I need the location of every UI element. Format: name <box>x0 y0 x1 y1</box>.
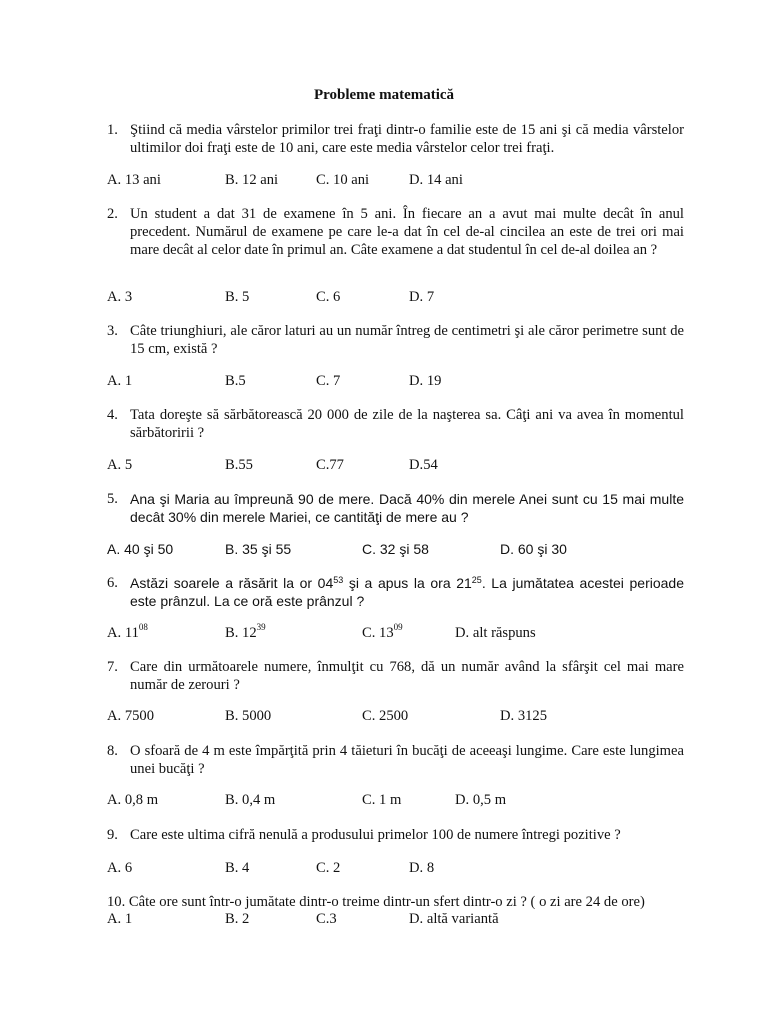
option-a: A. 3 <box>107 289 133 305</box>
question-text: 10. Câte ore sunt într-o jumătate dintr-o treime dintr-un sfert dintr-o zi ? ( o zi are 24 de ore) <box>107 894 645 910</box>
question-text: Câte triunghiuri, ale căror laturi au un număr întreg de centimetri şi ale căror perimetre sunt de 15 cm, există ? <box>130 323 684 357</box>
question-number: 6. <box>107 575 118 591</box>
option-c: C. 2500 <box>362 708 409 724</box>
options-8 <box>0 792 768 810</box>
option-b: B. 12 ani <box>225 172 279 188</box>
options-7 <box>0 708 768 726</box>
question-1 <box>107 121 684 157</box>
question-3 <box>107 322 684 358</box>
page-title: Probleme matematică <box>313 87 455 103</box>
question-number: 4. <box>107 407 118 423</box>
question-number: 10. <box>107 894 126 910</box>
option-d: D.54 <box>409 457 438 473</box>
question-6 <box>107 574 684 610</box>
question-4 <box>107 406 684 442</box>
option-a: A. 5 <box>107 457 133 473</box>
option-d: D. 0,5 m <box>455 792 507 808</box>
options-9 <box>0 860 768 878</box>
question-number: 8. <box>107 743 118 759</box>
option-b: B. 35 şi 55 <box>225 541 292 557</box>
option-b: B. 4 <box>225 860 250 876</box>
question-5 <box>107 490 684 526</box>
option-a: A. 7500 <box>107 708 155 724</box>
option-c: C. 1 m <box>362 792 402 808</box>
question-text: Care din următoarele numere, înmulţit cu 768, dă un număr având la sfârşit cel mai mare număr de zerouri ? <box>130 659 684 693</box>
option-b: B. 5000 <box>225 708 272 724</box>
option-d: D. 60 şi 30 <box>500 541 567 557</box>
question-text: Ana şi Maria au împreună 90 de mere. Dacă 40% din merele Anei sunt cu 15 mai multe decât 30% din merele Mariei, ce cantităţi de mere au ? <box>130 491 684 525</box>
question-number: 5. <box>107 491 118 507</box>
question-text: Astăzi soarele a răsărit la or $04^{53}$ şi a apus la ora $21^{25}$. La jumătatea acestei perioade este prânzul. La ce oră este prânzul ? <box>130 575 684 609</box>
question-7 <box>107 658 684 694</box>
question-text: Care este ultima cifră nenulă a produsului primelor 100 de numere întregi pozitive ? <box>130 827 621 843</box>
question-text: Ştiind că media vârstelor primilor trei fraţi dintr-o familie este de 15 ani şi că media vârstelor ultimilor doi fraţi este de 10 ani, care este media vârstelor celor trei fraţi. <box>130 122 684 156</box>
option-a: A. 6 <box>107 860 133 876</box>
option-d: D. 8 <box>409 860 435 876</box>
question-10 <box>107 893 707 911</box>
option-a: A. 1 <box>107 911 133 927</box>
question-number: 7. <box>107 659 118 675</box>
option-a: A. 40 şi 50 <box>107 541 174 557</box>
option-d: D. altă variantă <box>409 911 499 927</box>
option-a: A. 13 ani <box>107 172 161 188</box>
option-d: D. 7 <box>409 289 435 305</box>
option-b: B.5 <box>225 373 246 389</box>
option-a: A. 1 <box>107 373 133 389</box>
options-3 <box>0 373 768 391</box>
option-c: C. 2 <box>316 860 341 876</box>
options-4 <box>0 457 768 475</box>
options-5 <box>0 541 768 559</box>
question-2 <box>107 205 684 259</box>
options-10 <box>0 911 768 929</box>
option-c: C.77 <box>316 457 344 473</box>
option-d: D. 19 <box>409 373 442 389</box>
question-number: 1. <box>107 122 118 138</box>
question-8 <box>107 742 684 778</box>
option-c: C. $13^{09}$ <box>362 622 403 641</box>
options-1 <box>0 172 768 190</box>
option-c: C. 10 ani <box>316 172 370 188</box>
option-d: D. alt răspuns <box>455 625 536 641</box>
options-6 <box>0 622 768 643</box>
option-a: A. $11^{08}$ <box>107 622 148 641</box>
question-number: 3. <box>107 323 118 339</box>
option-c: C. 6 <box>316 289 341 305</box>
question-9 <box>107 826 684 844</box>
option-b: B. $12^{39}$ <box>225 622 266 641</box>
question-text: O sfoară de 4 m este împărţită prin 4 tăieturi în bucăţi de aceeaşi lungime. Care este lungimea unei bucăţi ? <box>130 743 684 777</box>
option-b: B. 5 <box>225 289 250 305</box>
question-text: Tata doreşte să sărbătorească 20 000 de zile de la naşterea sa. Câţi ani va avea în momentul sărbătoririi ? <box>130 407 684 441</box>
option-a: A. 0,8 m <box>107 792 159 808</box>
option-c: C.3 <box>316 911 337 927</box>
option-b: B. 0,4 m <box>225 792 276 808</box>
option-d: D. 3125 <box>500 708 548 724</box>
question-number: 2. <box>107 206 118 222</box>
option-c: C. 7 <box>316 373 341 389</box>
question-text: Un student a dat 31 de examene în 5 ani. În fiecare an a avut mai multe decât în anul precedent. Numărul de examene pe care le-a dat în cel de-al cincilea an este de trei ori mai mare decât al celor date în primul an. Câte examene a dat studentul în cel de-al doilea an ? <box>130 206 684 258</box>
option-b: B.55 <box>225 457 253 473</box>
options-2 <box>0 289 768 307</box>
question-number: 9. <box>107 827 118 843</box>
option-d: D. 14 ani <box>409 172 463 188</box>
option-b: B. 2 <box>225 911 250 927</box>
option-c: C. 32 şi 58 <box>362 541 429 557</box>
